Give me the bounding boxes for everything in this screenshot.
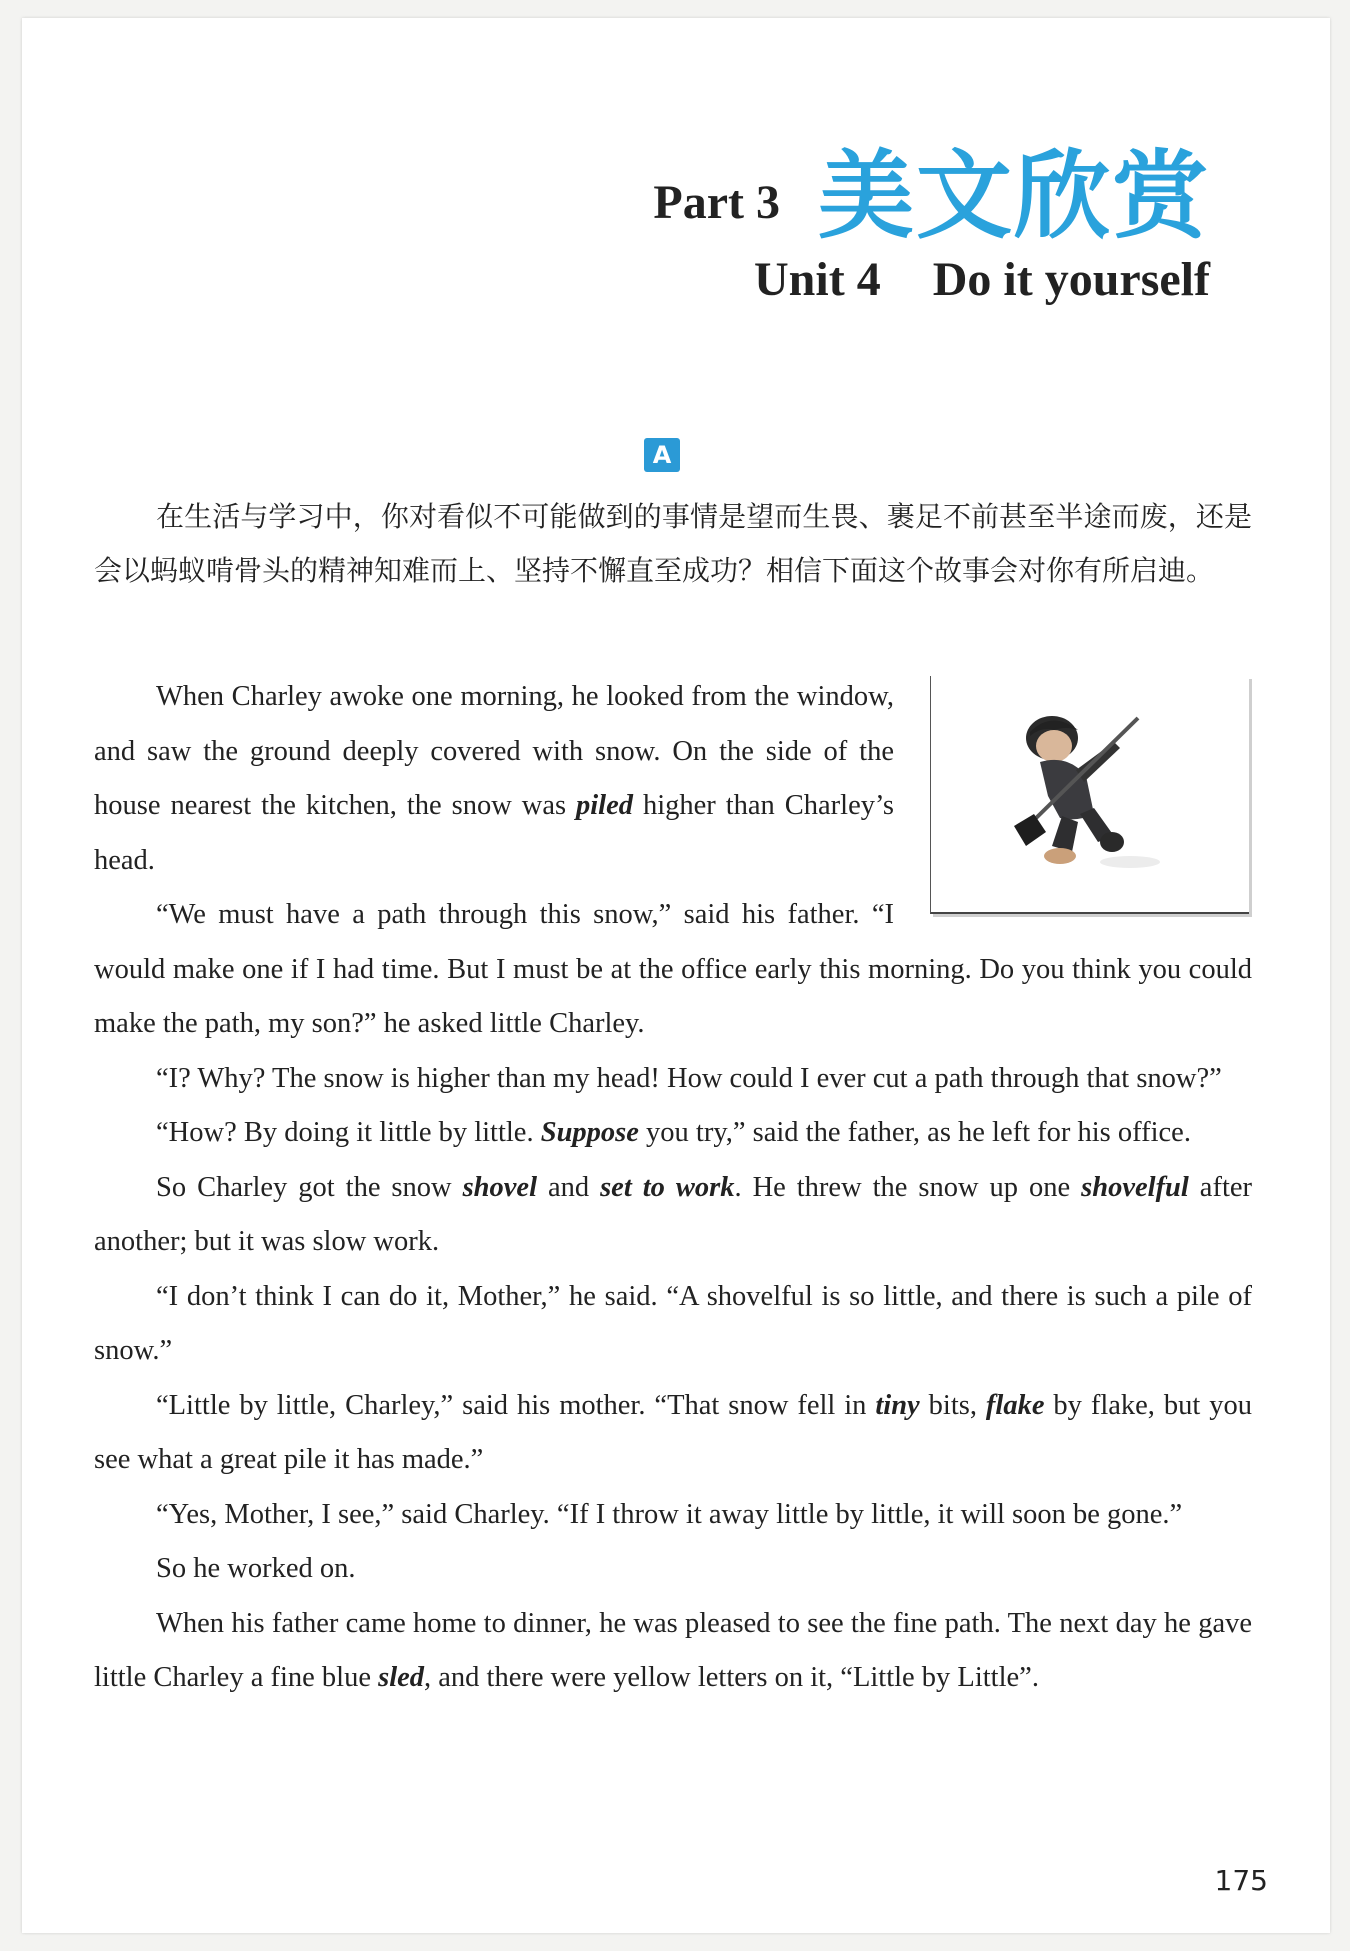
story-paragraph-6: “I don’t think I can do it, Mother,” he said. “A shovelful is so little, and there is such a pile of snow.” — [94, 1280, 1252, 1366]
part-label: Part 3 — [653, 176, 780, 229]
vocab-piled: piled — [576, 790, 634, 821]
page-number: 175 — [1214, 1864, 1268, 1897]
vocab-flake: flake — [985, 1389, 1045, 1421]
story-paragraph-8: “Yes, Mother, I see,” said Charley. “If I throw it away little by little, it will soon be gone.” — [156, 1498, 1183, 1530]
story-paragraph-2: “We must have a path through this snow,” said his father. “I would make one if I had time. But I must be at the office early this morning. Do you think you could make the path, my son?” he asked little Charley. — [94, 899, 1252, 1039]
vocab-shovelful: shovelful — [1081, 1171, 1189, 1203]
story-paragraph-10: When his father came home to dinner, he was pleased to see the fine path. The next day he gave little Charley a fine blue sled, and there were yellow letters on it, “Little by Little”. — [94, 1607, 1252, 1693]
story-paragraph-3: “I? Why? The snow is higher than my head! How could I ever cut a path through that snow?” — [156, 1062, 1222, 1094]
vocab-suppose: Suppose — [540, 1117, 639, 1148]
story-paragraph-7: “Little by little, Charley,” said his mother. “That snow fell in tiny bits, flake by flake, but you see what a great pile it has made.” — [94, 1389, 1252, 1475]
unit-heading — [653, 252, 1210, 307]
vocab-sled: sled — [378, 1662, 425, 1693]
story-paragraph-4: “How? By doing it little by little. Suppose you try,” said the father, as he left for his office. — [156, 1117, 1191, 1148]
chinese-intro-paragraph: 在生活与学习中，你对看似不可能做到的事情是望而生畏、裹足不前甚至半途而废，还是会以蚂蚁啃骨头的精神知难而上、坚持不懈直至成功？相信下面这个故事会对你有所启迪。 — [94, 500, 1252, 587]
page-header — [653, 140, 1210, 307]
vocab-set-to-work: set to work — [600, 1171, 735, 1203]
unit-number: Unit 4 — [754, 253, 881, 306]
boy-shoveling-snow-icon — [990, 696, 1190, 896]
vocab-shovel: shovel — [462, 1171, 537, 1203]
textbook-page — [22, 18, 1330, 1933]
story-text — [94, 670, 1252, 1706]
story-illustration — [930, 676, 1252, 916]
story-paragraph-5: So Charley got the snow shovel and set to work. He threw the snow up one shovelful after another; but it was slow work. — [94, 1171, 1252, 1257]
story-paragraph-1: When Charley awoke one morning, he looked from the window, and saw the ground deeply covered with snow. On the side of the house nearest the kitchen, the snow was piled higher than Charley’s head. — [94, 681, 894, 876]
vocab-tiny: tiny — [875, 1389, 920, 1421]
part-title: 美文欣赏 — [818, 140, 1210, 252]
part-heading — [653, 140, 1210, 252]
story-paragraph-9: So he worked on. — [156, 1553, 356, 1584]
unit-title: Do it yourself — [932, 253, 1210, 306]
section-a-badge: A — [644, 438, 680, 472]
